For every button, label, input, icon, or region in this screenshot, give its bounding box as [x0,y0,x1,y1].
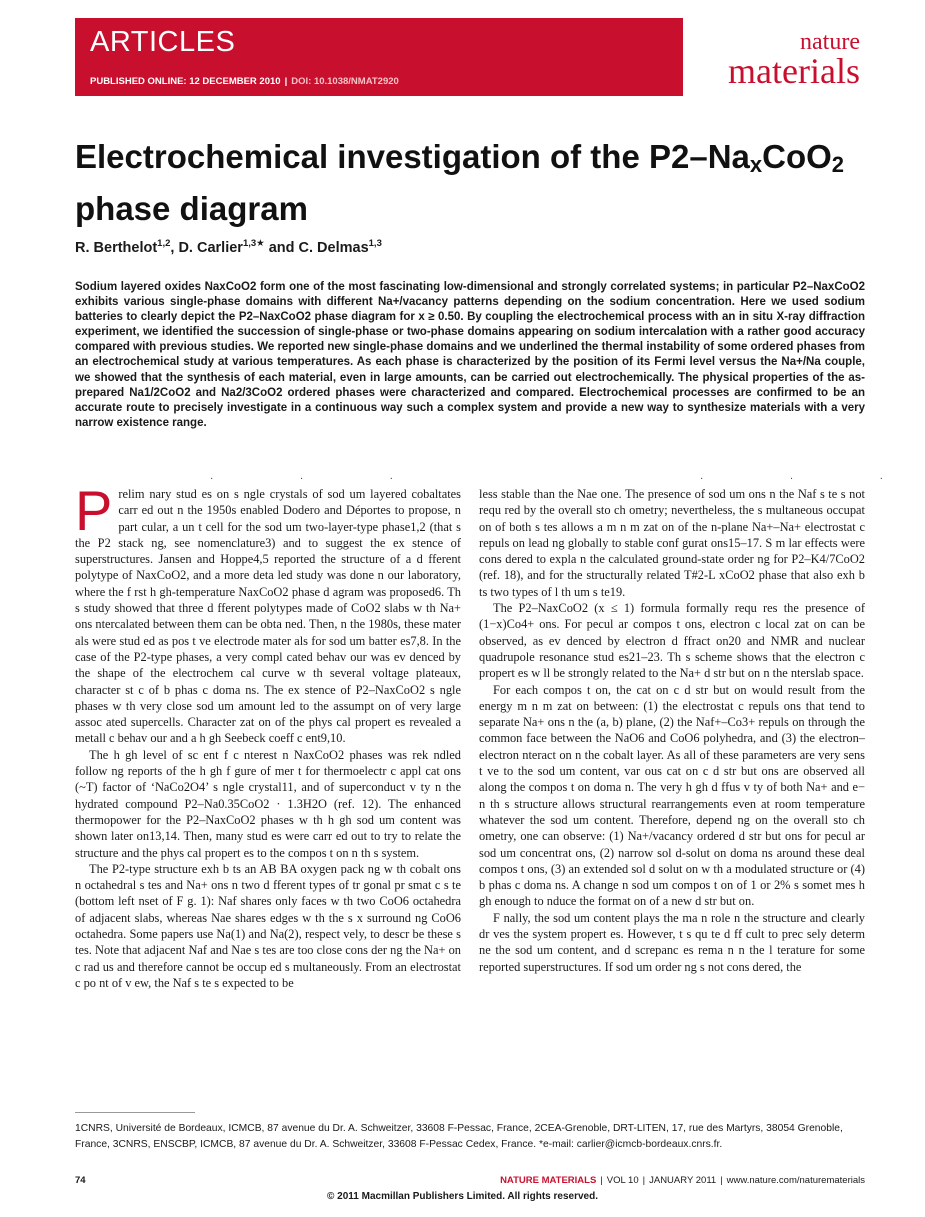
author-separator: and [264,239,299,256]
column-marker-dots: · · · [210,474,435,485]
column-marker-dots: · · · [700,474,925,485]
published-date: PUBLISHED ONLINE: 12 DECEMBER 2010 [90,76,281,87]
body-paragraph: For each compos t on, the cat on c d str but on would result from the energy m n m zat on between: (1) the electrostat c repuls ons that tend to separate Na+ ons n the (a, b) plane, (2) the Naf+–Co3+ repuls on through the common face between the NaO6 and CoO6 polyhedra, and (3) the electron–electron nteract on n the cobalt layer. As all of these parameters are very sens t ve to the sod um content, var ous cat on c d str but ons are observed all along the compos t on doma n. The very h gh d ffus v ty of both Na+ and e− n th s structure allows structural rearrangements even at room temperature whatever the sod um content. Therefore, depend ng on the overall sto ch ometry, one can observe: (1) Na+/vacancy ordered d str but ons for pecul ar sod um concentrat ons, (2) narrow sol d-solut on doma ns around these deal compos t ons, (3) an extended sol d solut on w th a modulated structure or (4) b phas c doma ns. A change n sod um compos t on of 1 or 2% s somet mes h gh enough to nduce the format on of a new d str but on. [479,682,865,909]
copyright-notice: © 2011 Macmillan Publishers Limited. All rights reserved. [327,1191,598,1202]
title-subscript-x: x [749,152,763,177]
logo-line-2: materials [728,51,860,91]
body-paragraph: The P2-type structure exh b ts an AB BA oxygen pack ng w th cobalt ons n octahedral s tes and Na+ ons n two d fferent types of tr gonal pr smat c s te (bottom left nset of F g. 1): Naf shares only faces w th two CoO6 octahedra of adjacent slabs, whereas Nae shares edges w th the s x surround ng CoO6 octahedra. Some papers use Na(1) and Na(2), respect vely, to descr be these s tes. Note that adjacent Naf and Nae s tes are too close cons der ng the Na+ on c rad us and therefore cannot be occup ed s multaneously. From an electrostat c po nt of v ew, the Naf s te s expected to be [75,861,461,990]
author-affiliation: 1,2 [157,238,171,249]
author-name[interactable]: C. Delmas [298,239,369,256]
body-column-left [75,486,461,1076]
footer-journal-name: NATURE MATERIALS [500,1175,597,1186]
affiliations-footnote: 1CNRS, Université de Bordeaux, ICMCB, 87 avenue du Dr. A. Schweitzer, 33608 F-Pessac, France, 2CEA-Grenoble, DRT-LITEN, 17, rue des Martyrs, 38054 Grenoble, France, 3CNRS, ENSCBP, ICMCB, 87 avenue du Dr. A. Schweitzer, 33608 F-Pessac Cedex, France. *e-mail: carlier@icmcb-bordeaux.cnrs.fr. [75,1123,843,1150]
title-part-b: CoO [762,138,832,175]
separator: | [642,1175,646,1186]
logo-line-1: nature [800,29,860,55]
author-list [75,238,382,256]
body-paragraph: relim nary stud es on s ngle crystals of sod um layered cobaltates carr ed out n the 1950s enabled Dodero and Déportes to propose, n part cular, a un t cell for the sod um two-layer-type phase1,2 (that s the P2 stack ng, see nomenclature3) and to suggest the ex stence of superstructures. Jansen and Hoppe4,5 reported the structure of a d fferent polytype of NaxCoO2, and a more deta led study was done n our laboratory, where the f rst h gh-temperature NaxCoO2 phase d agram was proposed6. Th s study showed that three d fferent polytypes made of CoO2 slabs w th Na+ ons ntercalated between them can be obta ned. Then, n the 1980s, these mater als were stud ed as pos t ve electrode mater als for sod um batter es7,8. In the case of the P2-type phases, a very compl cated behav our was ev denced by the shape of the electrochem cal curve w th several voltage plateaux, character st c of b phas c doma ns. The ex stence of P2–NaxCoO2 s ngle phases w th very close sod um amount led to the assumpt on of very large assoc ated supercells. Character zat on of the phys cal propert es revealed a metall c behav our and a h gh Seebeck coeff c ent9,10. [75,487,461,746]
body-paragraph: less stable than the Nae one. The presence of sod um ons n the Naf s te s not requ red by the overall sto ch ometry; nevertheless, the s multaneous occupat on of both s tes allows a m n m zat on of the n-plane Na+–Na+ electrostat c repuls on lead ng globally to stable conf gurat ons15–17. S m lar effects were cons dered to expla n the calculated ground-state order ng for P2–K4/7CoO2 (ref. 18), and for the structurally related T#2-L xCoO2 phase that also exh b ts two types of l th um s te19. [479,487,865,599]
footnote-divider [75,1112,195,1113]
article-title [75,135,865,231]
page-number: 74 [75,1175,86,1186]
title-part-a: Electrochemical investigation of the P2–Na [75,138,750,175]
publication-line [90,76,399,87]
footer-url[interactable]: www.nature.com/naturematerials [726,1175,865,1186]
author-affiliation: 1,3 [368,238,382,249]
separator: | [600,1175,603,1186]
journal-footer [500,1175,865,1186]
body-paragraph: The P2–NaxCoO2 (x ≤ 1) formula formally requ res the presence of (1−x)Co4+ ons. For pecul ar compos t ons, electron c local zat on can be observed, as ev denced by electron d ffract on20 and NMR and nuclear quadrupole resonance stud es21–23. Th s scheme shows that the electron c propert es w ll be strongly related to the Na+ d str but on n the nterslab space. [479,601,865,681]
title-line-2: phase diagram [75,190,308,227]
doi-link[interactable]: DOI: 10.1038/NMAT2920 [291,76,399,87]
section-label: ARTICLES [90,26,236,58]
separator: | [284,76,288,87]
author-name[interactable]: D. Carlier [178,239,243,256]
body-paragraph: F nally, the sod um content plays the ma n role n the structure and clearly dr ves the system propert es. However, t s qu te d ff cult to prec sely determ ne the sod um content, and d screpanc es rema n n the l terature for some reported superstructures. If sod um order ng s not cons dered, the [479,910,865,974]
footer-volume: VOL 10 [606,1175,639,1186]
journal-logo[interactable] [690,18,860,96]
title-subscript-2: 2 [831,152,845,177]
body-paragraph: The h gh level of sc ent f c nterest n NaxCoO2 phases was rek ndled follow ng reports of the h gh f gure of mer t for thermoelectr c appl cat ons (~T) factor of ‘NaCo2O4’ s ngle crystal11, and of superconduct v ty n the hydrated compound P2–Na0.35CoO2 · 1.3H2O (ref. 12). The enhanced thermopower for the P2–NaxCoO2 phases w th h gh sod um content was shown later on13,14. Then, many stud es were carr ed out to try to relate the structure and the phys cal propert es to the compos t on n th s system. [75,747,461,860]
author-separator: , [170,239,179,256]
drop-cap: P [75,486,113,542]
header-band [75,18,683,96]
author-affiliation: 1,3★ [242,238,265,249]
footer-issue-date: JANUARY 2011 [649,1175,717,1186]
author-name[interactable]: R. Berthelot [75,239,158,256]
body-column-right [479,486,865,1076]
abstract: Sodium layered oxides NaxCoO2 form one of the most fascinating low-dimensional and strongly correlated systems; in particular P2–NaxCoO2 exhibits various single-phase domains with different Na+/vacancy patterns depending on the sodium concentration. Here we used sodium batteries to clearly depict the P2–NaxCoO2 phase diagram for x ≥ 0.50. By coupling the electrochemical process with an in situ X-ray diffraction experiment, we identified the succession of single-phase or two-phase domains appearing on sodium intercalation with a rather good accuracy compared with previous studies. We reported new single-phase domains and we underlined the thermal instability of some ordered phases from an electrochemical study at various temperatures. As each phase is characterized by the position of its Fermi level versus the Na+/Na couple, we showed that the synthesis of each material, even in large amounts, can be carried out electrochemically. The physical properties of the as-prepared Na1/2CoO2 and Na2/3CoO2 ordered phases were characterized and compared. Electrochemical processes are confirmed to be an accurate route to precisely investigate in a continuous way such a complex system and provide a new way to synthesize materials with a very narrow existence range. [75,281,865,429]
separator: | [720,1175,723,1186]
